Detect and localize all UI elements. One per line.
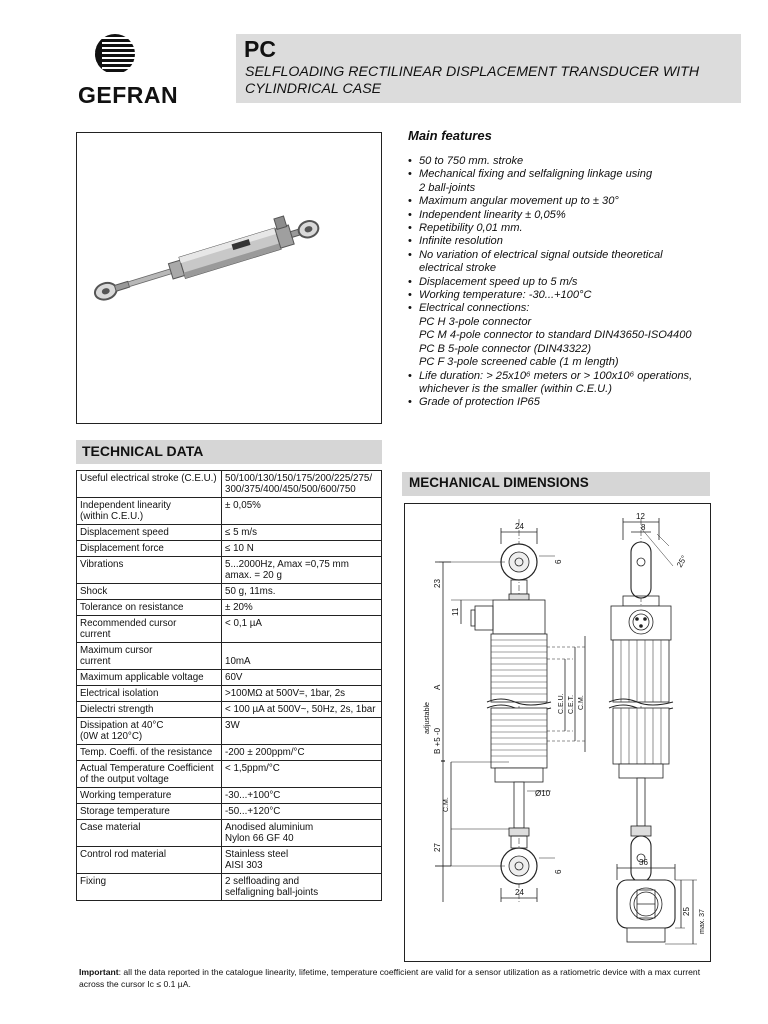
value-cell: 5...2000Hz, Amax =0,75 mm amax. = 20 g bbox=[222, 557, 382, 584]
table-row bbox=[77, 745, 382, 761]
parameter-cell: Dissipation at 40°C (0W at 120°C) bbox=[77, 718, 222, 745]
dim-6-top: 6 bbox=[554, 559, 563, 564]
parameter-cell: Case material bbox=[77, 820, 222, 847]
table-row bbox=[77, 557, 382, 584]
feature-line: electrical stroke bbox=[419, 262, 497, 275]
value-cell: 50 g, 11ms. bbox=[222, 584, 382, 600]
value-cell: ≤ 10 N bbox=[222, 541, 382, 557]
dim-ceu: C.E.U. bbox=[558, 693, 565, 714]
table-row bbox=[77, 874, 382, 901]
feature-line: • No variation of electrical signal outside theoretical bbox=[419, 248, 663, 261]
table-row bbox=[77, 804, 382, 820]
dim-a: A bbox=[433, 684, 442, 690]
table-row bbox=[77, 686, 382, 702]
value-cell: 2 selfloading and selfaligning ball-joints bbox=[222, 874, 382, 901]
product-subtitle: SELFLOADING RECTILINEAR DISPLACEMENT TRANSDUCER WITH CYLINDRICAL CASE bbox=[245, 64, 700, 97]
table-row bbox=[77, 788, 382, 804]
value-cell: 3W bbox=[222, 718, 382, 745]
table-row bbox=[77, 471, 382, 498]
parameter-cell: Control rod material bbox=[77, 847, 222, 874]
parameter-cell: Independent linearity (within C.E.U.) bbox=[77, 498, 222, 525]
dim-23: 23 bbox=[433, 579, 442, 588]
dim-6-bottom: 6 bbox=[554, 869, 563, 874]
parameter-cell: Dielectri strength bbox=[77, 702, 222, 718]
value-cell: < 1,5ppm/°C bbox=[222, 761, 382, 788]
parameter-cell: Vibrations bbox=[77, 557, 222, 584]
value-cell: < 0,1 µA bbox=[222, 616, 382, 643]
feature-item bbox=[408, 168, 738, 195]
dim-cm: C.M. bbox=[578, 695, 585, 710]
parameter-cell: Tolerance on resistance bbox=[77, 600, 222, 616]
parameter-cell: Displacement force bbox=[77, 541, 222, 557]
feature-item bbox=[408, 249, 738, 276]
feature-line: • 50 to 750 mm. stroke bbox=[419, 155, 524, 167]
feature-line: • Mechanical fixing and selfaligning linkage using bbox=[419, 168, 653, 181]
technical-data-title: TECHNICAL DATA bbox=[82, 443, 204, 459]
feature-line: • Displacement speed up to 5 m/s bbox=[419, 275, 578, 288]
value-cell: -50...+120°C bbox=[222, 804, 382, 820]
dim-24-bottom: 24 bbox=[515, 888, 524, 897]
feature-line: • Repetibility 0,01 mm. bbox=[419, 222, 523, 235]
value-cell: 10mA bbox=[222, 643, 382, 670]
feature-line: • Independent linearity ± 0,05% bbox=[419, 208, 566, 221]
value-cell: 60V bbox=[222, 670, 382, 686]
feature-line: PC B 5-pole connector (DIN43322) bbox=[419, 342, 592, 355]
feature-line: • Maximum angular movement up to ± 30° bbox=[419, 195, 619, 208]
feature-item bbox=[408, 302, 738, 369]
dim-25-deg: 25° bbox=[674, 554, 689, 569]
table-row bbox=[77, 761, 382, 788]
parameter-cell: Electrical isolation bbox=[77, 686, 222, 702]
table-row bbox=[77, 702, 382, 718]
value-cell: ± 20% bbox=[222, 600, 382, 616]
dim-36: 36 bbox=[639, 858, 648, 867]
parameter-cell: Working temperature bbox=[77, 788, 222, 804]
table-row bbox=[77, 643, 382, 670]
dim-27: 27 bbox=[433, 843, 442, 852]
value-cell: 50/100/130/150/175/200/225/275/ 300/375/400/450/500/600/750 bbox=[222, 471, 382, 498]
dim-cet: C.E.T. bbox=[568, 694, 575, 714]
feature-line: • Working temperature: -30...+100°C bbox=[419, 289, 592, 302]
brand-name: GEFRAN bbox=[78, 82, 179, 108]
table-row bbox=[77, 718, 382, 745]
product-code: PC bbox=[244, 36, 276, 62]
table-row bbox=[77, 616, 382, 643]
value-cell: < 100 µA at 500V~, 50Hz, 2s, 1bar bbox=[222, 702, 382, 718]
features-title: Main features bbox=[408, 128, 492, 143]
value-cell: Anodised aluminium Nylon 66 GF 40 bbox=[222, 820, 382, 847]
dim-max37: max. 37 bbox=[699, 909, 706, 934]
mechanical-dimensions-title: MECHANICAL DIMENSIONS bbox=[409, 475, 589, 490]
dim-b: B +5 -0 bbox=[433, 727, 442, 754]
product-photo bbox=[77, 133, 381, 423]
dim-phi10: Ø10 bbox=[535, 789, 551, 798]
feature-line: PC H 3-pole connector bbox=[419, 315, 532, 328]
dim-12: 12 bbox=[636, 512, 645, 521]
dim-11: 11 bbox=[451, 607, 460, 616]
feature-line: PC M 4-pole connector to standard DIN43650-ISO4400 bbox=[419, 329, 692, 342]
value-cell: >100MΩ at 500V=, 1bar, 2s bbox=[222, 686, 382, 702]
dim-cm-lower: C.M. bbox=[443, 797, 450, 812]
feature-line: • Electrical connections: bbox=[419, 302, 530, 315]
value-cell: -30...+100°C bbox=[222, 788, 382, 804]
dim-24-top: 24 bbox=[515, 522, 524, 531]
feature-item bbox=[408, 396, 738, 409]
parameter-cell: Temp. Coeffi. of the resistance bbox=[77, 745, 222, 761]
table-row bbox=[77, 525, 382, 541]
feature-line: 2 ball-joints bbox=[419, 181, 476, 194]
parameter-cell: Recommended cursor current bbox=[77, 616, 222, 643]
important-label: Important bbox=[79, 967, 119, 977]
feature-line: whichever is the smaller (within C.E.U.) bbox=[419, 382, 612, 395]
value-cell: ± 0,05% bbox=[222, 498, 382, 525]
feature-item bbox=[408, 289, 738, 302]
parameter-cell: Useful electrical stroke (C.E.U.) bbox=[77, 471, 222, 498]
dim-8: 8 bbox=[641, 523, 646, 532]
feature-item bbox=[408, 276, 738, 289]
table-row bbox=[77, 541, 382, 557]
table-row bbox=[77, 847, 382, 874]
product-photo-frame bbox=[76, 132, 382, 424]
table-row bbox=[77, 670, 382, 686]
feature-item bbox=[408, 209, 738, 222]
mechanical-drawing bbox=[404, 503, 711, 962]
parameter-cell: Maximum cursor current bbox=[77, 643, 222, 670]
table-row bbox=[77, 498, 382, 525]
table-row bbox=[77, 820, 382, 847]
important-note bbox=[79, 966, 719, 990]
value-cell: -200 ± 200ppm/°C bbox=[222, 745, 382, 761]
parameter-cell: Shock bbox=[77, 584, 222, 600]
table-row bbox=[77, 600, 382, 616]
feature-item bbox=[408, 155, 738, 168]
technical-data-table bbox=[76, 470, 382, 901]
dim-adjustable: adjustable bbox=[424, 702, 431, 734]
feature-item bbox=[408, 222, 738, 235]
parameter-cell: Fixing bbox=[77, 874, 222, 901]
feature-item bbox=[408, 195, 738, 208]
features-list bbox=[408, 155, 738, 410]
parameter-cell: Displacement speed bbox=[77, 525, 222, 541]
feature-line: • Grade of protection IP65 bbox=[419, 396, 540, 409]
value-cell: Stainless steel AISI 303 bbox=[222, 847, 382, 874]
parameter-cell: Maximum applicable voltage bbox=[77, 670, 222, 686]
feature-line: • Life duration: > 25x10⁶ meters or > 100x10⁶ operations, bbox=[419, 369, 693, 382]
dim-25-end: 25 bbox=[682, 907, 691, 916]
feature-line: • Infinite resolution bbox=[419, 235, 503, 248]
table-row bbox=[77, 584, 382, 600]
feature-line: PC F 3-pole screened cable (1 m length) bbox=[419, 356, 619, 369]
parameter-cell: Actual Temperature Coefficient of the output voltage bbox=[77, 761, 222, 788]
important-text: : all the data reported in the catalogue linearity, lifetime, temperature coefficient are valid for a sensor utilization as a ratiometric device with a max current across the cursor Ic ≤ 0.1 µA. bbox=[79, 967, 701, 989]
feature-item bbox=[408, 235, 738, 248]
parameter-cell: Storage temperature bbox=[77, 804, 222, 820]
feature-item bbox=[408, 370, 738, 397]
value-cell: ≤ 5 m/s bbox=[222, 525, 382, 541]
